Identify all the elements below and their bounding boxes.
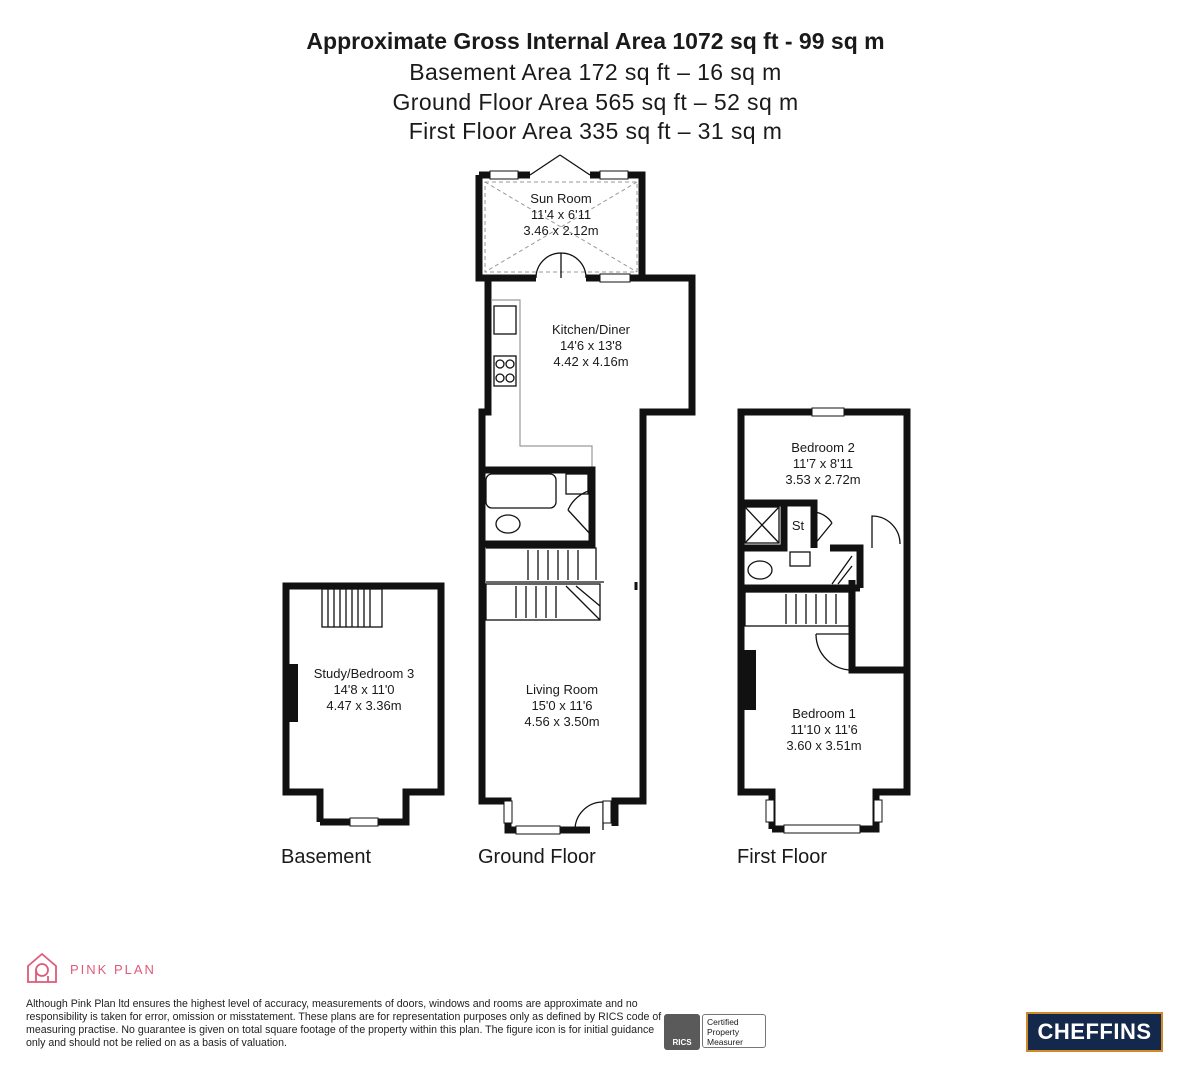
first-floor-stairs	[745, 592, 849, 626]
rics-seal-text: RICS	[672, 1038, 692, 1047]
first-floor-plan	[741, 408, 907, 833]
first-floor-toilet	[748, 561, 772, 579]
kitchen-metric: 4.42 x 4.16m	[553, 354, 629, 369]
kitchen-window	[600, 274, 630, 282]
bathroom-door	[568, 490, 592, 536]
rics-certified-text	[702, 1014, 766, 1048]
kitchen-name: Kitchen/Diner	[551, 322, 631, 337]
pink-plan-logo-icon	[28, 954, 56, 982]
pink-plan-brand: PINK PLAN	[70, 962, 156, 977]
disclaimer-text: Although Pink Plan ltd ensures the highest level of accuracy, measurements of doors, windows and rooms are approximate and no responsibility is taken for error, omission or misstatement. These plans are for representation purposes only as defined by RICS code of measuring practise. No guarantee is given on total square footage of the property within this plan. The figure icon is for initial guidance only and should not be relied on as a basis of valuation.	[26, 998, 662, 1049]
ground-floor-area-text: Ground Floor Area 565 sq ft – 52 sq m	[392, 89, 799, 115]
front-door	[575, 802, 603, 830]
kitchen-sink	[494, 306, 516, 334]
sun-room-name: Sun Room	[530, 191, 592, 206]
sun-room-metric: 3.46 x 2.12m	[523, 223, 599, 238]
gross-area-title: Approximate Gross Internal Area 1072 sq ft - 99 sq m	[306, 28, 885, 54]
toilet	[496, 515, 520, 533]
first-floor-basin	[790, 552, 810, 566]
bedroom2-name: Bedroom 2	[791, 440, 855, 455]
rics-seal-icon	[664, 1014, 700, 1050]
first-floor-label: First Floor	[737, 846, 827, 868]
sun-room-window-left	[490, 171, 518, 179]
ground-floor-plan	[479, 155, 692, 834]
rics-cert-line2: Property	[707, 1027, 740, 1037]
bedroom1-bay-window	[784, 825, 860, 833]
basin	[566, 474, 588, 494]
bath	[486, 474, 556, 508]
bedroom1-chimney-breast	[744, 650, 756, 710]
basement-floor-label: Basement	[281, 846, 372, 868]
study-imperial: 14'8 x 11'0	[333, 682, 395, 697]
study-metric: 4.47 x 3.36m	[326, 698, 402, 713]
basement-plan	[286, 586, 441, 826]
ground-stairs	[486, 548, 604, 620]
living-bay-window	[516, 826, 560, 834]
bedroom1-imperial: 11'10 x 11'6	[790, 722, 858, 737]
bedroom2-imperial: 11'7 x 8'11	[792, 456, 854, 471]
living-metric: 4.56 x 3.50m	[524, 714, 600, 729]
bedroom1-door	[816, 634, 852, 670]
living-imperial: 15'0 x 11'6	[531, 698, 593, 713]
study-name: Study/Bedroom 3	[313, 666, 415, 681]
sun-room-imperial: 11'4 x 6'11	[530, 207, 592, 222]
cheffins-logo: CHEFFINS	[1026, 1012, 1163, 1052]
bedroom2-metric: 3.53 x 2.72m	[785, 472, 861, 487]
bedroom1-metric: 3.60 x 3.51m	[786, 738, 862, 753]
rics-cert-line3: Measurer	[707, 1037, 743, 1047]
ground-floor-label: Ground Floor	[478, 846, 596, 868]
basement-stairs	[322, 589, 382, 627]
bedroom2-window	[812, 408, 844, 416]
rics-badge	[664, 1014, 768, 1050]
sun-room-window-right	[600, 171, 628, 179]
basement-chimney-breast	[286, 664, 298, 722]
rics-cert-line1: Certified	[707, 1017, 739, 1027]
basement-area-text: Basement Area 172 sq ft – 16 sq m	[409, 59, 782, 85]
living-name: Living Room	[525, 682, 599, 697]
first-floor-area-text: First Floor Area 335 sq ft – 31 sq m	[408, 118, 783, 144]
kitchen-imperial: 14'6 x 13'8	[559, 338, 623, 353]
bedroom1-name: Bedroom 1	[792, 706, 856, 721]
basement-window	[350, 818, 378, 826]
bedroom2-door	[872, 516, 900, 548]
first-floor-stairs-upper	[832, 556, 852, 584]
store-label: St	[791, 518, 805, 533]
